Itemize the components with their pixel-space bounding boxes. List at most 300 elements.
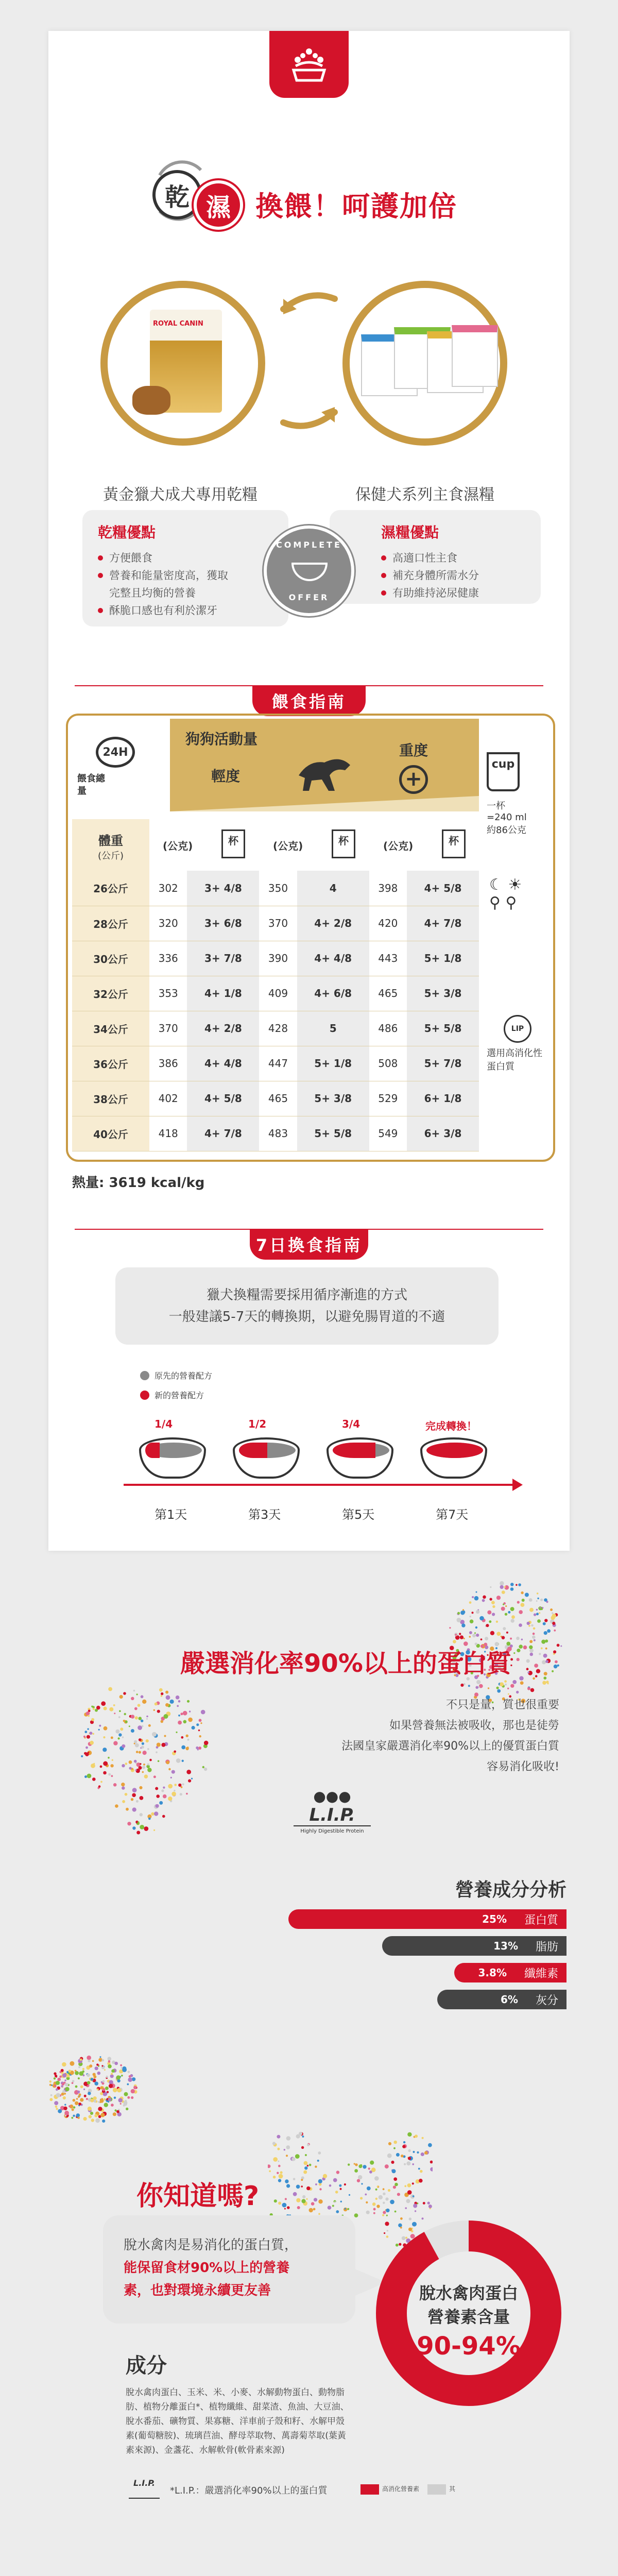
confetti-dot: [120, 1727, 123, 1731]
confetti-dot: [396, 2153, 400, 2157]
bowl-new-food: [333, 1443, 375, 1458]
confetti-dot: [521, 1591, 523, 1594]
confetti-dot: [404, 2185, 406, 2187]
confetti-dot: [317, 2160, 319, 2162]
confetti-dot: [136, 1693, 138, 1695]
confetti-dot: [122, 1736, 124, 1738]
confetti-dot: [100, 1766, 102, 1768]
confetti-dot: [129, 2075, 131, 2078]
bowl-new-food: [426, 1443, 483, 1458]
confetti-dot: [357, 2179, 360, 2182]
confetti-dot: [83, 2117, 87, 2121]
swap-arrow-icon: [268, 278, 350, 443]
wet-advantage-item: 補充身體所需水分: [381, 567, 525, 584]
confetti-dot: [393, 2177, 397, 2181]
confetti-dot: [140, 1825, 144, 1829]
confetti-dot: [153, 1709, 155, 1711]
cup-cell: 4+ 4/8: [187, 1046, 259, 1081]
confetti-dot: [196, 1723, 199, 1726]
confetti-dot: [511, 1619, 514, 1622]
legend-gray-swatch: [427, 2484, 446, 2495]
confetti-dot: [485, 1637, 488, 1640]
confetti-dot: [80, 2086, 83, 2089]
confetti-dot: [202, 1766, 204, 1768]
confetti-dot: [163, 1794, 167, 1799]
confetti-dot: [492, 1605, 495, 1608]
confetti-dot: [136, 1751, 139, 1753]
confetti-dot: [510, 1638, 512, 1640]
confetti-dot: [536, 1600, 538, 1602]
legend-old-swatch: [140, 1371, 149, 1380]
confetti-dot: [377, 2185, 379, 2187]
gram-cell: 443: [369, 941, 407, 976]
confetti-dot: [332, 2205, 334, 2207]
confetti-dot: [54, 2077, 56, 2079]
confetti-dot: [199, 1719, 202, 1722]
confetti-dot: [121, 2075, 123, 2077]
confetti-dot: [299, 2132, 302, 2136]
progress-line: [124, 1484, 515, 1486]
dry-product-circle: [100, 281, 265, 446]
cup-cell: 5+ 3/8: [297, 1081, 369, 1116]
confetti-dot: [354, 2169, 358, 2173]
confetti-dot: [72, 2108, 74, 2111]
confetti-dot: [280, 2171, 283, 2174]
confetti-dot: [545, 1648, 547, 1650]
confetti-dot: [301, 2185, 303, 2188]
confetti-dot: [415, 2210, 416, 2212]
confetti-dot: [68, 2105, 71, 2107]
confetti-dot: [109, 1707, 113, 1711]
confetti-dot: [50, 2094, 53, 2096]
confetti-dot: [89, 2115, 92, 2118]
weight-cell: 26公斤: [72, 871, 149, 906]
gram-cell: 409: [259, 976, 297, 1011]
confetti-dot: [394, 2211, 397, 2213]
feeding-row: [72, 871, 479, 906]
confetti-dot: [302, 2195, 305, 2198]
confetti-dot: [428, 2143, 432, 2147]
confetti-dot: [306, 2187, 311, 2191]
cup-icon: cup: [487, 752, 520, 791]
activity-label: 狗狗活動量: [185, 731, 258, 748]
confetti-dot: [119, 1710, 121, 1712]
ring-line-2: 營養素含量: [427, 2307, 510, 2327]
confetti-dot: [541, 1640, 545, 1644]
confetti-dot: [114, 1713, 115, 1714]
confetti-dot: [146, 1718, 148, 1720]
confetti-dot: [453, 1640, 456, 1643]
confetti-dot: [391, 2161, 394, 2164]
confetti-dot: [176, 1732, 177, 1733]
seven-day-title: 7日換食指南: [255, 1235, 363, 1255]
confetti-dot: [174, 1784, 177, 1786]
confetti-dot: [340, 2201, 342, 2202]
light-label: 輕度: [211, 768, 241, 785]
confetti-dot: [98, 2101, 100, 2103]
confetti-dot: [520, 1681, 524, 1685]
day-night-icon: ☾ ☀ ⚲ ⚲: [489, 876, 522, 912]
gram-cell: 302: [149, 871, 187, 906]
confetti-dot: [201, 1710, 205, 1715]
confetti-dot: [301, 2179, 303, 2181]
confetti-dot: [131, 1798, 133, 1801]
nutrient-pct: 25%: [482, 1913, 507, 1925]
confetti-dot: [306, 2198, 307, 2200]
confetti-dot: [56, 2081, 60, 2085]
confetti-dot: [84, 2095, 87, 2097]
confetti-dot: [476, 1610, 479, 1614]
confetti-dot: [527, 1671, 529, 1673]
confetti-dot: [124, 1713, 126, 1715]
confetti-dot: [307, 2165, 309, 2167]
confetti-dot: [278, 2161, 279, 2162]
gram-cell: 447: [259, 1046, 297, 1081]
confetti-dot: [81, 1755, 83, 1757]
nutrient-bar: [382, 1936, 566, 1956]
confetti-dot: [94, 2081, 98, 2086]
confetti-dot: [162, 1815, 165, 1818]
confetti-dot: [82, 2068, 84, 2070]
gram-cell: 370: [149, 1011, 187, 1046]
confetti-dot: [83, 2089, 85, 2090]
wet-badge-text: 濕: [205, 193, 231, 222]
lip-note-text: 選用高消化性蛋白質: [487, 1048, 542, 1072]
confetti-dot: [284, 2208, 286, 2210]
confetti-dot: [164, 1714, 168, 1719]
confetti-dot: [302, 2136, 304, 2138]
confetti-dot: [77, 2091, 80, 2093]
confetti-dot: [90, 2098, 94, 2102]
legend-red-swatch: [360, 2484, 379, 2495]
confetti-dot: [486, 1624, 489, 1627]
confetti-dot: [147, 1764, 149, 1766]
confetti-dot: [125, 1793, 128, 1796]
confetti-dot: [379, 2195, 383, 2199]
confetti-dot: [489, 1620, 491, 1623]
gram-col-headers: [149, 819, 479, 871]
confetti-dot: [287, 2206, 290, 2209]
confetti-dot: [309, 2164, 312, 2166]
confetti-dot: [476, 1634, 479, 1637]
gram-cell: 508: [369, 1046, 407, 1081]
confetti-dot: [59, 2071, 61, 2073]
confetti-dot: [75, 2071, 79, 2075]
confetti-dot: [54, 2084, 57, 2087]
confetti-dot: [73, 2099, 76, 2102]
calorie-text: 熱量: 3619 kcal/kg: [72, 1175, 205, 1191]
confetti-dot: [544, 1619, 547, 1622]
gram-cell: 350: [259, 871, 297, 906]
confetti-dot: [108, 2057, 112, 2061]
confetti-dot: [204, 1741, 209, 1745]
cup-cell: 4+ 2/8: [297, 906, 369, 941]
lip-badge-icon: LIP: [504, 1015, 531, 1043]
confetti-dot: [539, 1653, 541, 1655]
confetti-dot: [131, 2096, 133, 2099]
dry-badge-text: 乾: [164, 182, 190, 212]
confetti-dot: [408, 2149, 410, 2152]
confetti-dot: [134, 1707, 138, 1710]
confetti-dot: [419, 2179, 423, 2183]
confetti-dot: [132, 1793, 136, 1798]
confetti-dot: [460, 1635, 464, 1639]
confetti-dot: [534, 1639, 536, 1641]
confetti-dot: [383, 2211, 386, 2214]
confetti-dot: [75, 2102, 78, 2105]
confetti-dot: [148, 1818, 151, 1820]
confetti-dot: [311, 2202, 315, 2206]
seven-day-ribbon: [250, 1229, 368, 1260]
analysis-title: 營養成分分析: [455, 1879, 566, 1901]
gram-header: (公克): [383, 840, 414, 852]
confetti-dot: [314, 2198, 317, 2201]
nutrient-pct: 3.8%: [478, 1967, 507, 1979]
confetti-dot: [358, 2164, 362, 2168]
confetti-dot: [95, 2119, 100, 2123]
confetti-dot: [131, 1715, 135, 1719]
confetti-dot: [475, 1686, 478, 1689]
confetti-dot: [132, 1807, 136, 1811]
confetti-dot: [170, 1700, 174, 1704]
confetti-dot: [163, 1787, 165, 1789]
brand-label: ROYAL CANIN: [153, 320, 203, 328]
lip-note: [487, 1015, 548, 1074]
confetti-dot: [177, 1705, 179, 1707]
gram-cell: 320: [149, 906, 187, 941]
confetti-dot: [99, 1725, 101, 1727]
cup-cell: 4+ 5/8: [187, 1081, 259, 1116]
legend-new: [140, 1389, 204, 1401]
confetti-dot: [413, 2195, 415, 2197]
confetti-dot: [97, 2072, 101, 2075]
confetti-dot: [116, 2075, 121, 2079]
confetti-dot: [552, 1670, 554, 1672]
confetti-dot: [111, 1775, 113, 1777]
confetti-dot: [146, 1739, 149, 1742]
feeding-row: [72, 1011, 479, 1046]
nutrient-pct: 6%: [501, 1993, 518, 2006]
ingredients-text: 脫水禽肉蛋白、玉米、米、小麥、水解動物蛋白、動物脂肪、植物分離蛋白*、植物纖維、甜菜渣、魚油、大豆油、脫水番茄、礦物質、果寡糖、洋車前子殼和籽、水解甲殼素(葡萄糖胺)、琉璃苣油、酵母萃取物、萬壽菊萃取(葉黃素來源)、金盞花、水解軟骨(軟骨素來源): [126, 2387, 349, 2455]
confetti-dot: [88, 2092, 91, 2095]
confetti-dot: [393, 2185, 396, 2189]
confetti-dot: [161, 1695, 163, 1697]
confetti-dot: [103, 1736, 105, 1738]
confetti-dot: [68, 2070, 72, 2073]
bowl-fraction-label: 完成轉換！: [425, 1420, 477, 1432]
confetti-dot: [129, 1725, 130, 1727]
confetti-dot: [496, 1621, 498, 1623]
confetti-dot: [462, 1609, 464, 1611]
confetti-dot: [102, 2120, 105, 2123]
confetti-dot: [125, 1721, 128, 1723]
confetti-dot: [94, 2114, 97, 2117]
confetti-dot: [199, 1735, 201, 1737]
weight-cell: 28公斤: [72, 906, 149, 941]
cup-cell: 3+ 4/8: [187, 871, 259, 906]
confetti-dot: [540, 1599, 543, 1601]
confetti-dot: [490, 1586, 491, 1588]
confetti-dot: [139, 1751, 141, 1754]
confetti-dot: [131, 2089, 135, 2093]
confetti-dot: [122, 1786, 125, 1789]
confetti-dot: [476, 1680, 480, 1684]
confetti-dot: [117, 2079, 120, 2082]
cup-header: 杯: [221, 829, 245, 858]
confetti-dot: [87, 2056, 91, 2060]
confetti-dot: [183, 1711, 187, 1716]
gram-cell: 336: [149, 941, 187, 976]
confetti-dot: [543, 1622, 546, 1625]
confetti-dot: [109, 2084, 113, 2088]
confetti-dot: [128, 2077, 132, 2082]
confetti-dot: [472, 1634, 476, 1637]
confetti-dot: [550, 1608, 553, 1611]
gram-cell: 420: [369, 906, 407, 941]
confetti-dot: [118, 1737, 120, 1739]
weight-header: [72, 819, 149, 871]
confetti-dot: [544, 1672, 547, 1675]
cup-cell: 4+ 7/8: [187, 1116, 259, 1151]
confetti-dot: [141, 1745, 144, 1749]
confetti-dot: [554, 1665, 558, 1669]
dry-advantages-title: 乾糧優點: [98, 524, 156, 541]
lip-dots-icon: ●●●: [313, 1788, 351, 1805]
confetti-dot: [84, 1752, 87, 1755]
confetti-dot: [315, 2165, 317, 2167]
confetti-dot: [535, 1675, 538, 1677]
cup-cell: 4: [297, 871, 369, 906]
confetti-dot: [178, 1784, 181, 1787]
confetti-dot: [329, 2184, 332, 2187]
confetti-dot: [293, 2178, 296, 2180]
confetti-dot: [185, 1747, 188, 1750]
confetti-dot: [531, 1624, 534, 1627]
cup-cell: 4+ 6/8: [297, 976, 369, 1011]
cup-cell: 6+ 1/8: [407, 1081, 479, 1116]
gram-cell: 465: [259, 1081, 297, 1116]
confetti-dot: [138, 1704, 141, 1707]
nutrient-bar: [437, 1990, 566, 2009]
confetti-dot: [158, 1760, 160, 1762]
confetti-dot: [269, 2170, 271, 2172]
confetti-dot: [104, 2103, 108, 2107]
feeding-table: [72, 871, 479, 1151]
confetti-dot: [174, 1751, 176, 1753]
confetti-dot: [88, 1715, 90, 1717]
confetti-dot: [533, 1677, 535, 1680]
confetti-dot: [154, 1811, 158, 1816]
confetti-dot: [100, 2113, 105, 2117]
confetti-dot: [168, 1784, 173, 1789]
clock-label: 24H: [96, 737, 135, 768]
confetti-dot: [333, 2178, 337, 2182]
confetti-dot: [404, 2163, 406, 2165]
cup-cell: 4+ 7/8: [407, 906, 479, 941]
confetti-dot: [474, 1632, 476, 1634]
confetti-dot: [532, 1635, 536, 1639]
confetti-dot: [111, 1736, 113, 1739]
confetti-dot: [403, 2141, 405, 2143]
confetti-dot: [161, 1692, 163, 1695]
footnote-lip-icon: L.I.P.: [129, 2478, 160, 2499]
confetti-dot: [57, 2078, 61, 2081]
confetti-dot: [394, 2183, 398, 2187]
confetti-dot: [189, 1710, 191, 1712]
confetti-dot: [143, 1764, 145, 1766]
confetti-dot: [541, 1648, 543, 1650]
confetti-dot: [519, 1645, 523, 1649]
confetti-dot: [141, 1720, 143, 1722]
confetti-dot: [147, 1768, 151, 1772]
bowl-fraction-label: 1/2: [248, 1418, 267, 1430]
confetti-dot: [318, 2199, 322, 2204]
confetti-dot: [518, 1583, 521, 1586]
protein-text: [341, 1695, 559, 1777]
confetti-dot: [92, 1777, 96, 1781]
confetti-dot: [133, 2086, 137, 2090]
cup-header: 杯: [442, 829, 466, 858]
confetti-dot: [128, 2071, 130, 2073]
confetti-dot: [472, 1612, 474, 1614]
confetti-dot: [124, 2102, 127, 2106]
confetti-dot: [159, 1801, 163, 1805]
confetti-dot: [383, 2188, 385, 2190]
confetti-dot: [148, 1724, 151, 1727]
confetti-dot: [186, 1735, 188, 1737]
confetti-dot: [56, 2108, 58, 2110]
confetti-dot: [98, 2107, 102, 2111]
confetti-dot: [131, 1697, 134, 1700]
confetti-dot: [354, 2163, 355, 2164]
confetti-dot: [503, 1627, 506, 1630]
gram-header: (公克): [273, 840, 303, 852]
confetti-dot: [108, 2098, 112, 2102]
confetti-dot: [102, 2080, 105, 2083]
activity-ramp: [170, 796, 479, 811]
confetti-dot: [406, 2199, 410, 2203]
confetti-dot: [170, 1777, 172, 1778]
confetti-dot: [187, 1739, 190, 1741]
confetti-dot: [507, 1688, 509, 1689]
confetti-dot: [62, 2073, 66, 2077]
confetti-dot: [61, 2085, 63, 2088]
confetti-dot: [147, 1748, 149, 1750]
confetti-dot: [140, 1763, 141, 1765]
confetti-dot: [365, 2194, 367, 2196]
confetti-dot: [334, 2201, 336, 2203]
confetti-dot: [104, 2098, 106, 2100]
confetti-dot: [157, 1743, 161, 1747]
confetti-dot: [393, 2141, 397, 2144]
nutrient-label: 灰分: [527, 1992, 566, 2008]
confetti-dot: [166, 1761, 169, 1765]
confetti-dot: [521, 1603, 525, 1607]
confetti-dot: [470, 1619, 474, 1623]
confetti-dot: [198, 1730, 200, 1731]
confetti-dot: [171, 1770, 175, 1774]
confetti-dot: [204, 1768, 207, 1771]
confetti-dot: [360, 2197, 363, 2199]
dry-advantage-item: 酥脆口感也有利於潔牙: [98, 602, 273, 619]
confetti-dot: [536, 1609, 538, 1611]
confetti-dot: [293, 2192, 297, 2196]
confetti-dot: [171, 1792, 176, 1797]
confetti-dot: [86, 1711, 90, 1716]
confetti-dot: [87, 2074, 90, 2077]
confetti-dot: [93, 2073, 96, 2076]
confetti-dot: [557, 1644, 560, 1647]
